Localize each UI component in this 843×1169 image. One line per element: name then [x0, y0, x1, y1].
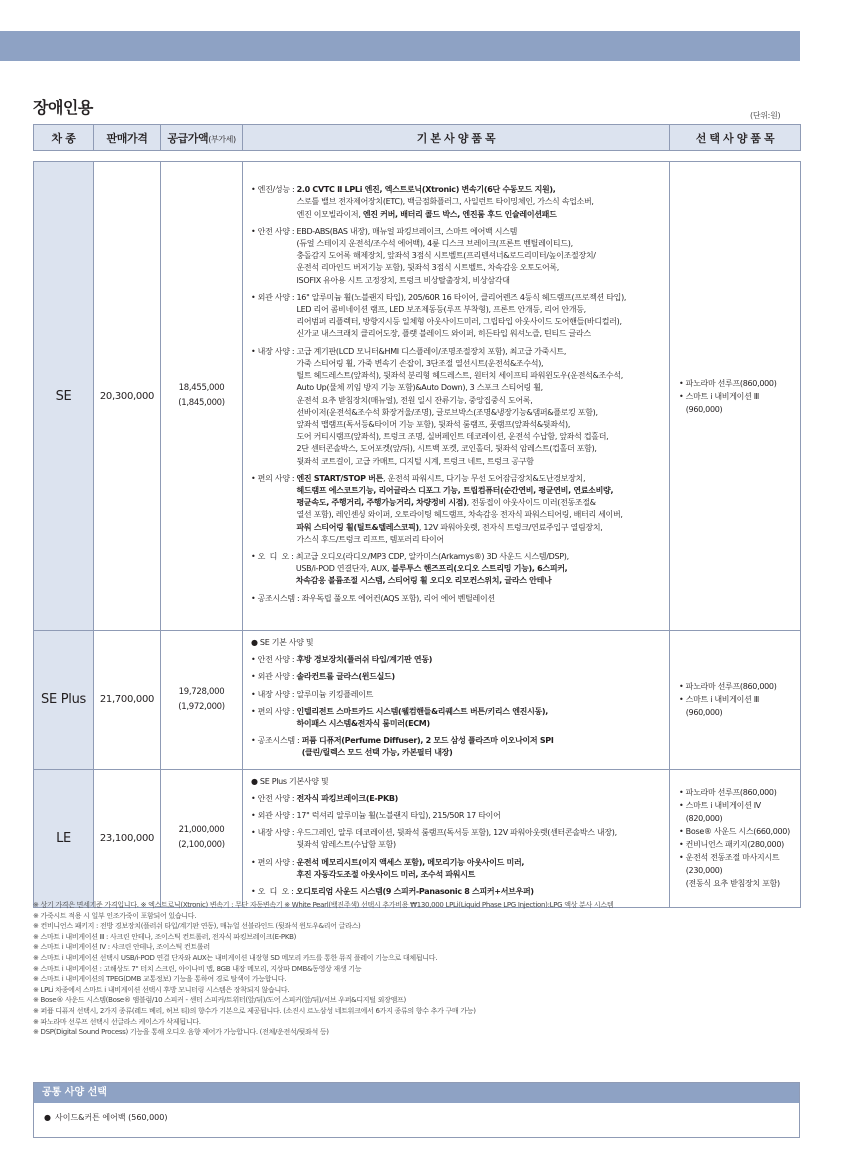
option-item: • 운전석 전동조절 마사지시트	[679, 853, 780, 863]
page-title: 장애인용	[33, 98, 93, 117]
footnote-line: ※ LPLi 차종에서 스마트 i 내비게이션 선택시 후방 모니터링 시스템은 장착되지 않습니다.	[33, 985, 290, 994]
spec-text: 알루미늄 키킹플레이트	[296, 689, 374, 699]
trim-name: SE	[34, 162, 94, 631]
basic-spec-cell	[243, 769, 670, 908]
spec-line	[297, 839, 666, 851]
spec-text: ● SE Plus 기본사양 및	[251, 776, 329, 786]
option-item: • 파노라마 선루프(860,000)	[679, 788, 777, 798]
option-cell	[670, 769, 801, 908]
spec-line	[297, 706, 666, 718]
option-item: (820,000)	[679, 814, 723, 824]
spec-group-label: • 안전 사양 :	[251, 655, 297, 665]
header-bar	[0, 31, 800, 61]
spec-text: 전자식 파킹브레이크(E-PKB)	[296, 793, 398, 803]
spec-text: 선바이저(운전석&조수석 화장거울/조명), 글로브박스(조명&냉장기능&댐퍼&플로킹 포함),	[296, 407, 598, 417]
spec-line	[302, 593, 665, 605]
supply-price-cell	[161, 162, 243, 631]
spec-line	[297, 485, 666, 497]
spec-line	[297, 358, 666, 370]
spec-line	[296, 886, 665, 898]
spec-line	[297, 534, 666, 546]
spec-group	[251, 473, 665, 546]
spec-group	[251, 886, 665, 898]
spec-text: 후진 자동각도조절 아웃사이드 미러, 조수석 파워시트	[296, 869, 476, 879]
spec-group-label: • 외관 사양 :	[251, 292, 297, 302]
common-options-title: 공통 사양 선택	[34, 1083, 799, 1103]
option-item: (960,000)	[679, 708, 723, 718]
spec-text: 틸트 헤드레스트(앞좌석), 뒷좌석 분리형 헤드레스트, 원터치 세이프티 파워윈도우(운전석&조수석,	[296, 371, 624, 381]
spec-text: , 전동접이 아웃사이드 미러(전동조절&	[466, 498, 596, 508]
spec-line	[297, 419, 666, 431]
spec-group	[251, 706, 665, 730]
spec-text: 솔라컨트롤 글라스(윈드실드)	[296, 672, 395, 682]
spec-text: EBD-ABS(BAS 내장), 매뉴얼 파킹브레이크, 스마트 에어백 시스템	[296, 226, 517, 236]
price-table	[33, 124, 801, 908]
table-row	[34, 162, 801, 631]
spec-group	[251, 857, 665, 881]
spec-line	[296, 575, 665, 587]
supply-price-cell	[161, 631, 243, 770]
spec-text: 차속감응 볼륨조절 시스템, 스티어링 휠 오디오 리모컨스위치, 글라스 안테나	[295, 576, 552, 586]
spec-line	[296, 563, 665, 575]
spec-text: 최고급 오디오(라디오/MP3 CDP, 알카미스(Arkamys®) 3D 사운드 시스템/DSP),	[295, 551, 569, 561]
option-item: • Bose® 사운드 시스(660,000)	[679, 827, 790, 837]
spec-line	[297, 395, 666, 407]
spec-line	[297, 407, 666, 419]
spec-text: 엔진 이모빌라이저,	[296, 209, 363, 219]
spec-group	[251, 735, 665, 759]
spec-text: 도어 커티시램프(앞좌석), 트렁크 조명, 실버페인트 데코레이션, 운전석 수납함, 앞좌석 컵홀더,	[296, 432, 609, 442]
spec-group	[251, 226, 665, 287]
spec-text: 17" 럭셔리 알루미늄 휠(노블랜지 타입), 215/50R 17 타이어	[296, 811, 501, 821]
spec-group-label: • 외관 사양 :	[251, 811, 297, 821]
header-supply: 공급가액(부가세)	[161, 125, 243, 151]
supply-price: 19,728,000	[178, 686, 225, 697]
spec-text: 열선 포함), 레인센싱 와이퍼, 오토라이팅 헤드램프, 차속감응 전자식 파워스티어링, 배터리 세이버,	[296, 510, 623, 520]
common-options-body	[34, 1103, 799, 1137]
common-options-box	[33, 1082, 800, 1138]
spec-text: ● SE 기본 사양 및	[251, 638, 314, 647]
option-item: • 컨비니언스 패키지(280,000)	[679, 840, 784, 850]
spec-text: 하이패스 시스템&전자식 룸미러(ECM)	[296, 719, 430, 729]
spec-line	[297, 226, 666, 238]
spec-text: 오디토리엄 사운드 시스템(9 스피커-Panasonic 8 스피커+서브우퍼)	[295, 887, 534, 897]
vat-amount: (2,100,000)	[178, 840, 225, 851]
spec-text: 신가교 내스크래치 클리어도장, 플랫 블레이드 와이퍼, 히든타입 워셔노즐, 틴티드 글라스	[296, 329, 591, 339]
spec-line	[297, 382, 666, 394]
spec-line	[297, 328, 666, 340]
footnote-line: ※ 퍼퓸 디퓨저 선택시, 2가지 종류(레드 베리, 허브 티)의 향수가 기본으로 제공됩니다. (소진시 르노삼성 네트워크에서 6가지 종류의 향수 추가 구매 가능)	[33, 1006, 476, 1015]
spec-line	[297, 497, 666, 509]
spec-group	[251, 593, 665, 605]
spec-text: Auto Up(물체 끼임 방지 기능 포함)&Auto Down), 3 스포크 스티어링 휠,	[296, 383, 543, 393]
spec-group-label: • 외관 사양 :	[251, 672, 297, 682]
spec-text: 운전석 메모리시트(이지 액세스 포함), 메모리기능 아웃사이드 미러,	[296, 857, 525, 867]
bullet-icon: ●	[44, 1113, 51, 1122]
vat-amount: (1,972,000)	[178, 701, 225, 712]
option-item: • 파노라마 선루프(860,000)	[679, 378, 777, 388]
supply-price: 18,455,000	[178, 383, 225, 393]
table-header-row	[34, 125, 801, 151]
spec-text: 16" 알루미늄 휠(노블랜지 타입), 205/60R 16 타이어, 클리어렌즈 4등식 헤드램프(프로젝션 타입),	[296, 292, 627, 302]
spec-line	[297, 262, 666, 274]
option-item: • 스마트 i 내비게이션 Ⅳ	[679, 801, 761, 811]
header-price: 판매가격	[94, 125, 161, 151]
spec-line	[297, 431, 666, 443]
option-item: • 스마트 i 내비게이션 Ⅲ	[679, 695, 759, 705]
footnote-line: ※ Bose® 사운드 시스템(Bose® 앰블럼/10 스피커 - 센터 스피커/트위터(앞/뒤)/도어 스피커(앞/뒤)/서브 우퍼&디지털 외장앰프)	[33, 996, 406, 1005]
spec-text: (듀얼 스테이지 운전석/조수석 에어백), 4륜 디스크 브레이크(프론트 벤틸레이티드),	[296, 239, 573, 249]
option-item: (전동식 요추 받침장치 포함)	[679, 879, 780, 889]
trim-name: LE	[34, 769, 94, 908]
spec-line	[297, 292, 666, 304]
spec-text: 뒷좌석 코트걸이, 고급 카매트, 디지털 시계, 트렁크 네트, 트렁크 공구함	[296, 456, 534, 466]
footnote-line: ※ 파노라마 선루프 선택시 선글라스 케이스가 삭제됩니다.	[33, 1017, 201, 1026]
spec-text: 블루투스 핸즈프리(오디오 스트리밍 기능), 6스피커,	[391, 564, 568, 574]
spec-text: 퍼퓸 디퓨저(Perfume Diffuser), 2 모드 삼성 플라즈마 이오나이저 SPI	[301, 736, 554, 746]
spec-line	[297, 184, 665, 196]
spec-text: 헤드램프 에스코트기능, 리어글라스 디포그 기능, 트립컴퓨터(순간연비, 평균연비, 연료소비량,	[296, 485, 614, 495]
spec-text: ISOFIX 유아용 시트 고정장치, 트렁크 비상탈출장치, 비상삼각대	[296, 275, 510, 285]
spec-line	[297, 209, 665, 221]
spec-line	[297, 718, 666, 730]
spec-group-label: • 편의 사양 :	[251, 857, 297, 867]
spec-line	[297, 689, 666, 701]
spec-line	[251, 776, 665, 788]
footnotes	[33, 900, 800, 1038]
spec-line	[297, 456, 666, 468]
table-row	[34, 769, 801, 908]
spec-text: 고급 계기판(LCD 모니터&HMI 디스플레이/조명조절장치 포함), 최고급 가죽시트,	[296, 346, 567, 356]
spec-group	[251, 346, 665, 468]
spec-group-label: • 엔진/성능 :	[251, 185, 297, 195]
spec-line	[297, 304, 666, 316]
spec-group	[251, 810, 665, 822]
sale-price: 21,700,000	[94, 631, 161, 770]
spec-group-label: • 안전 사양 :	[251, 793, 297, 803]
spec-text: 운전석 요추 받침장치(매뉴얼), 전원 일시 잔류기능, 중앙집중식 도어록,	[296, 395, 533, 405]
header-trim: 차 종	[34, 125, 94, 151]
spec-text: LED 리어 콤비네이션 램프, LED 보조제동등(루프 부착형), 프론트 안개등, 리어 안개등,	[296, 305, 586, 315]
spec-group-label: • 내장 사양 :	[251, 689, 297, 699]
unit-label: (단위:원)	[750, 111, 781, 120]
footnote-line: ※ 스마트 i 내비게이션의 TPEG(DMB 교통정보) 기능을 통하여 경로 탐색이 가능합니다.	[33, 975, 287, 984]
spec-text: 앞좌석 맵램프(독서등&타이머 기능 포함), 뒷좌석 룸램프, 풋램프(앞좌석&뒷좌석),	[296, 419, 571, 429]
footnote-line: ※ DSP(Digital Sound Process) 기능을 통해 오디오 음향 제어가 가능합니다. (전체/운전석/뒷좌석 등)	[33, 1028, 329, 1037]
spec-text: 충돌감지 도어록 해제장치, 앞좌석 3점식 시트벨트(프리텐셔너&로드리미터/높이조절장치/	[296, 251, 596, 261]
spec-group-label: • 오 디 오 :	[251, 551, 296, 561]
spec-line	[297, 250, 666, 262]
footnote-line: ※ 상기 가격은 면세기준 가격입니다. ※ 엑스트로닉(Xtronic) 변속기 : 무단 자동변속기 ※ White Pearl(백진주색) 선택시 추가비용 ₩130,000 LPLi(Liquid Phase LPG Injection):LPG 액상 분사 시스템	[33, 901, 614, 909]
supply-price: 21,000,000	[178, 825, 225, 836]
footnote-line: ※ 스마트 i 내비게이션 : 고해상도 7" 터치 스크린, 아이나비 맵, 8GB 내장 메모리, 지상파 DMB&동영상 재생 기능	[33, 964, 362, 973]
spec-group	[251, 827, 665, 851]
footnote-line: ※ 스마트 i 내비게이션 Ⅲ : 사크린 안테나, 조이스틱 컨트롤러, 전자식 파킹브레이크(E-PKB)	[33, 932, 297, 941]
spec-text: 좌우독립 풀오토 에어컨(AQS 포함), 리어 에어 벤틸레이션	[301, 593, 495, 603]
spec-line	[297, 671, 666, 683]
footnote-line: ※ 스마트 i 내비게이션 선택시 USB/i-POD 연결 단자와 AUX는 내비게이션 내장형 SD 메모리 카드를 통한 뮤직 플레이 기능으로 대체됩니다.	[33, 953, 438, 962]
spec-text: 파워 스티어링 휠(틸트&텔레스코픽)	[296, 522, 419, 532]
sale-price: 20,300,000	[94, 162, 161, 631]
sale-price: 23,100,000	[94, 769, 161, 908]
spec-text: 뒷좌석 암레스트(수납함 포함)	[296, 840, 396, 850]
footnote-line: ※ 스마트 i 내비게이션 Ⅳ : 샤크린 안테나, 조이스틱 컨트롤러	[33, 943, 210, 952]
spec-line	[297, 827, 666, 839]
spec-text: 엔진 START/STOP 버튼	[296, 473, 384, 483]
spec-group	[251, 654, 665, 666]
spec-line	[296, 551, 665, 563]
spec-text: 2.0 CVTC Ⅱ LPLi 엔진, 엑스트로닉(Xtronic) 변속기(6단 수동모드 지원),	[296, 185, 556, 195]
spec-line	[297, 275, 666, 287]
spec-line	[302, 747, 665, 759]
spec-line	[251, 637, 665, 649]
basic-spec-cell	[243, 162, 670, 631]
spec-line	[297, 316, 666, 328]
spec-text: 평균속도, 주행거리, 주행가능거리, 차량정비 시점)	[296, 498, 467, 508]
spec-line	[297, 522, 666, 534]
option-item: • 스마트 i 내비게이션 Ⅲ	[679, 391, 759, 401]
trim-name: SE Plus	[34, 631, 94, 770]
spec-group	[251, 689, 665, 701]
spec-line	[297, 793, 666, 805]
spec-line	[297, 869, 666, 881]
spec-text: 운전석 리마인드 버저기능 포함), 뒷좌석 3점식 시트벨트, 차속감응 오토도어록,	[296, 263, 560, 273]
spec-group-label: • 오 디 오 :	[251, 887, 296, 897]
spec-text: 가죽 스티어링 휠, 가죽 변속기 손잡이, 3단조절 열선시트(운전석&조수석),	[296, 358, 544, 368]
header-basic: 기 본 사 양 품 목	[243, 125, 670, 151]
spec-group	[251, 776, 665, 788]
footnote-line: ※ 컨비니언스 패키지 : 전방 경보장치(플러쉬 타입/계기판 연동), 매뉴얼 선블라인드 (뒷좌석 윈도우&리어 글라스)	[33, 922, 361, 931]
spec-text: 엔진 커버, 배터리 콜드 박스, 엔진룸 후드 인슐레이션패드	[362, 209, 557, 219]
option-cell	[670, 631, 801, 770]
spec-text: 우드그레인, 알루 데코레이션, 뒷좌석 룸램프(독서등 포함), 12V 파워아웃렛(센터콘솔박스 내장),	[296, 828, 617, 838]
spec-group-label: • 편의 사양 :	[251, 706, 297, 716]
spec-text: (클린/릴렉스 모드 선택 가능, 카본필터 내장)	[301, 748, 453, 758]
option-item: • 파노라마 선루프(860,000)	[679, 682, 777, 692]
spec-line	[297, 238, 666, 250]
spec-text: , 12V 파워아웃렛, 전자식 트렁크/연료주입구 열림장치,	[418, 522, 603, 532]
spec-group	[251, 637, 665, 649]
supply-price-cell	[161, 769, 243, 908]
option-cell	[670, 162, 801, 631]
spec-group-label: • 내장 사양 :	[251, 346, 297, 356]
spec-line	[297, 473, 666, 485]
spec-text: 리어범퍼 리플렉터, 방향지시등 일체형 아웃사이드미러, 그립타입 아웃사이드 도어핸들(바디컬러),	[296, 317, 622, 327]
spec-line	[297, 810, 666, 822]
spec-line	[302, 735, 665, 747]
spec-line	[297, 346, 666, 358]
spec-line	[297, 443, 666, 455]
table-row	[34, 631, 801, 770]
spec-group-label: • 공조시스템 :	[251, 593, 302, 603]
spec-line	[297, 509, 666, 521]
spec-text: 스로틀 밸브 전자제어장치(ETC), 백금점화플러그, 사일런트 타이밍체인, 가스식 속업소버,	[296, 197, 594, 207]
spec-line	[297, 857, 666, 869]
spec-text: 2단 센터콘솔박스, 도어포켓(앞/뒤), 시트백 포켓, 코인홀더, 뒷좌석 암레스트(컵홀더 포함),	[296, 444, 597, 454]
footnote-line: ※ 가죽시트 적용 시 일부 인조가죽이 포함되어 있습니다.	[33, 911, 197, 920]
spec-group-label: • 편의 사양 :	[251, 473, 297, 483]
spec-group	[251, 793, 665, 805]
spec-group	[251, 184, 665, 221]
basic-spec-cell	[243, 631, 670, 770]
spec-group	[251, 551, 665, 588]
spec-text: USB/i-POD 연결단자, AUX,	[295, 564, 392, 574]
option-item: (230,000)	[679, 866, 723, 876]
spec-text: , 운전석 파워시트, 다기능 무선 도어잠금장치&도난경보장치,	[383, 473, 586, 483]
spec-text: 인텔리전트 스마트카드 시스템(웰컴핸들&리퀘스트 버튼/키리스 엔진시동),	[296, 706, 549, 716]
spec-group-label: • 안전 사양 :	[251, 226, 297, 236]
spec-line	[297, 370, 666, 382]
common-option-item: 사이드&커튼 에어백 (560,000)	[54, 1113, 168, 1122]
spec-text: 가스식 후드/트렁크 리프트, 템포러리 타이어	[296, 534, 444, 544]
spec-group	[251, 671, 665, 683]
header-options: 선 택 사 양 품 목	[670, 125, 801, 151]
spec-group-label: • 내장 사양 :	[251, 828, 297, 838]
spec-line	[297, 654, 666, 666]
vat-amount: (1,845,000)	[178, 398, 225, 408]
spec-line	[297, 196, 665, 208]
spec-group	[251, 292, 665, 341]
spec-group-label: • 공조시스템 :	[251, 736, 302, 746]
spec-text: 후방 경보장치(플러쉬 타입/계기판 연동)	[296, 655, 433, 665]
option-item: (960,000)	[679, 404, 723, 414]
